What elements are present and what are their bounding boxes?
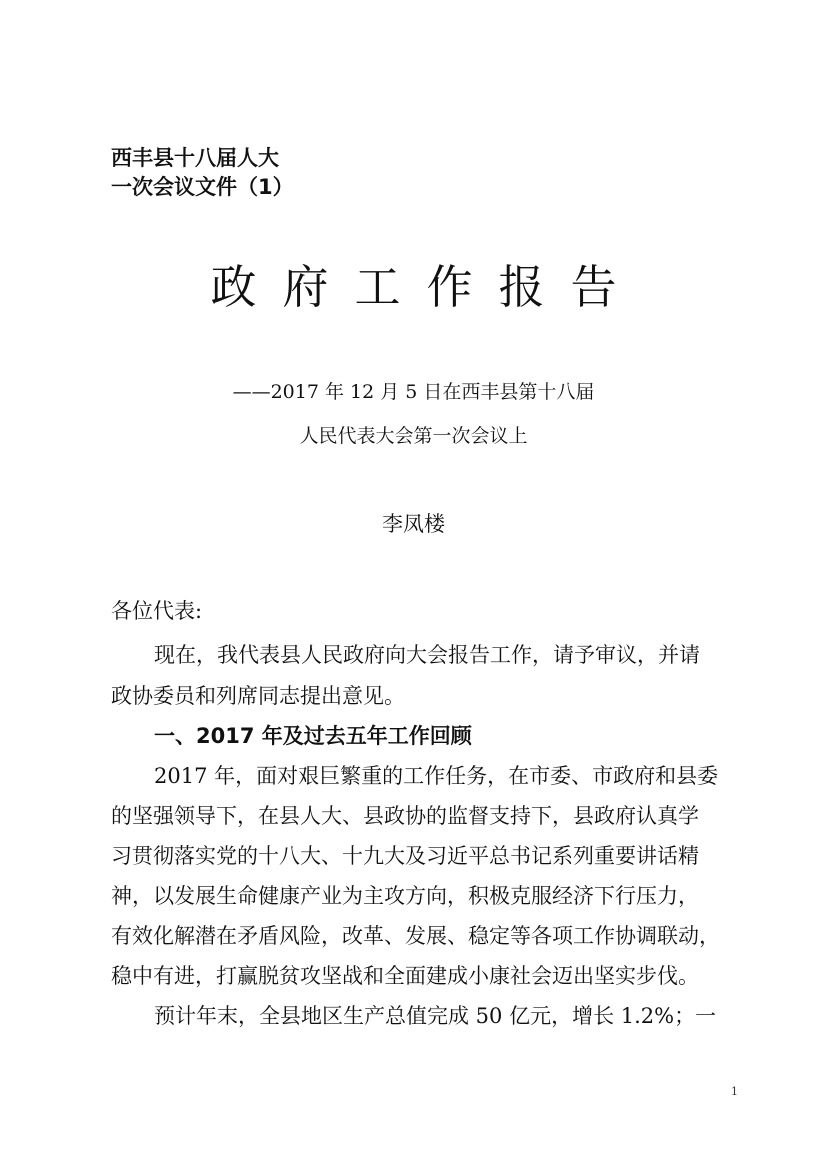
- paragraph-2-line-6: 稳中有进，打赢脱贫攻坚战和全面建成小康社会迈出坚实步伐。: [111, 964, 699, 988]
- report-title: 政府工作报告: [210, 260, 643, 314]
- salutation: 各位代表:: [111, 599, 203, 623]
- section-heading: 一、2017 年及过去五年工作回顾: [154, 724, 472, 748]
- paragraph-1-line-1: 现在，我代表县人民政府向大会报告工作，请予审议，并请: [154, 643, 700, 667]
- paragraph-2-line-5: 有效化解潜在矛盾风险，改革、发展、稳定等各项工作协调联动，: [111, 924, 720, 948]
- author-name: 李凤楼: [382, 512, 445, 536]
- subtitle-line-1: ——2017 年 12 月 5 日在西丰县第十八届: [232, 381, 595, 403]
- document-header-line-2: 一次会议文件（1）: [111, 175, 294, 199]
- paragraph-2-line-3: 习贯彻落实党的十八大、十九大及习近平总书记系列重要讲话精: [111, 844, 699, 868]
- paragraph-1-line-2: 政协委员和列席同志提出意见。: [111, 684, 405, 708]
- page-number: 1: [731, 1085, 738, 1098]
- document-header-line-1: 西丰县十八届人大: [111, 146, 279, 170]
- paragraph-2-line-4: 神，以发展生命健康产业为主攻方向，积极克服经济下行压力，: [111, 884, 699, 908]
- subtitle-line-2: 人民代表大会第一次会议上: [299, 425, 528, 447]
- paragraph-2-line-1: 2017 年，面对艰巨繁重的工作任务，在市委、市政府和县委: [154, 764, 719, 788]
- paragraph-3-line-1: 预计年末，全县地区生产总值完成 50 亿元，增长 1.2%；一: [154, 1004, 717, 1028]
- paragraph-2-line-2: 的坚强领导下，在县人大、县政协的监督支持下，县政府认真学: [111, 804, 699, 828]
